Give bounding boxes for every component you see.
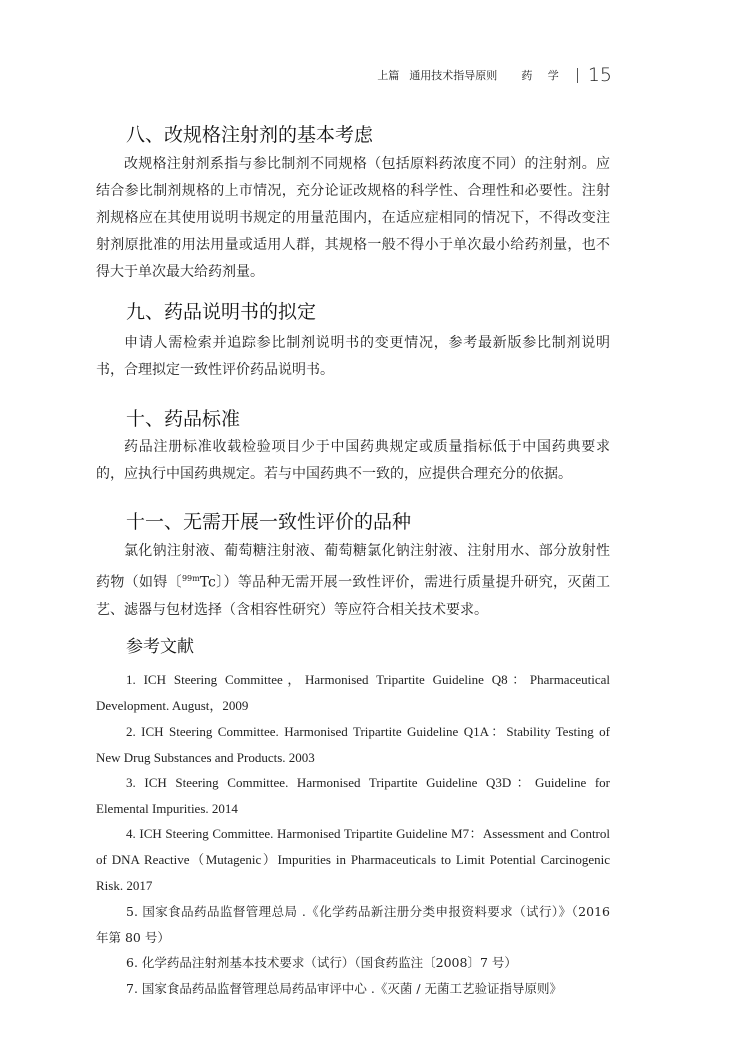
section-title-9: 九、药品说明书的拟定	[126, 301, 317, 323]
reference-item: 6. 化学药品注射剂基本技术要求（试行）（国食药监注〔2008〕7 号）	[126, 955, 517, 970]
body-11-before: 氯化钠注射液、葡萄糖注射液、葡萄糖氯化钠注射液、注射用水、部分放射性药物（如锝〔	[96, 543, 610, 591]
section-body-10: 药品注册标准收载检验项目少于中国药典规定或质量指标低于中国药典要求的，应执行中国药典规定。若与中国药典不一致的，应提供合理充分的依据。	[96, 439, 610, 482]
header-part: 上篇	[377, 69, 400, 82]
header-divider	[577, 68, 578, 83]
section-title-10: 十、药品标准	[126, 408, 241, 430]
section-body-8: 改规格注射剂系指与参比制剂不同规格（包括原料药浓度不同）的注射剂。应结合参比制剂规格的上市情况，充分论证改规格的科学性、合理性和必要性。注射剂规格应在其使用说明书规定的用量范围内，在适应症相同的情况下，不得改变注射剂原批准的用法用量或适用人群，其规格一般不得小于单次最小给药剂量，也不得大于单次最大给药剂量。	[96, 156, 610, 280]
running-header	[377, 64, 612, 86]
isotope-superscript: 99m	[181, 574, 200, 583]
references-title: 参考文献	[126, 637, 194, 657]
reference-item: 4. ICH Steering Committee. Harmonised Tripartite Guideline M7：Assessment and Control of DNA Reactive（Mutagenic）Impurities in Pharmaceuticals to Limit Potential Carcinogenic Risk. 2017	[96, 826, 610, 893]
section-body-9: 申请人需检索并追踪参比制剂说明书的变更情况，参考最新版参比制剂说明书，合理拟定一致性评价药品说明书。	[96, 335, 610, 378]
reference-item: 7. 国家食品药品监督管理总局药品审评中心 .《灭菌 / 无菌工艺验证指导原则》	[126, 981, 563, 996]
page-number: 15	[587, 64, 612, 86]
header-discipline: 药 学	[521, 69, 565, 82]
body-11-after: 等品种无需开展一致性评价，需进行质量提升研究，灭菌工艺、滤器与包材选择（含相容性研究）等应符合相关技术要求。	[96, 574, 611, 618]
section-body-11	[96, 538, 610, 624]
section-title-8: 八、改规格注射剂的基本考虑	[126, 124, 374, 146]
section-title-11: 十一、无需开展一致性评价的品种	[126, 511, 412, 533]
body-11-mid: Tc〕）	[199, 574, 238, 591]
header-section: 通用技术指导原则	[409, 69, 498, 82]
reference-item: 2. ICH Steering Committee. Harmonised Tripartite Guideline Q1A：Stability Testing of New Drug Substances and Products. 2003	[96, 724, 610, 765]
reference-item: 1. ICH Steering Committee，Harmonised Tripartite Guideline Q8：Pharmaceutical Development. August，2009	[96, 672, 610, 713]
reference-item: 3. ICH Steering Committee. Harmonised Tripartite Guideline Q3D：Guideline for Elemental Impurities. 2014	[96, 775, 610, 816]
reference-item: 5. 国家食品药品监督管理总局 .《化学药品新注册分类申报资料要求（试行）》（2016 年第 80 号）	[96, 904, 610, 945]
